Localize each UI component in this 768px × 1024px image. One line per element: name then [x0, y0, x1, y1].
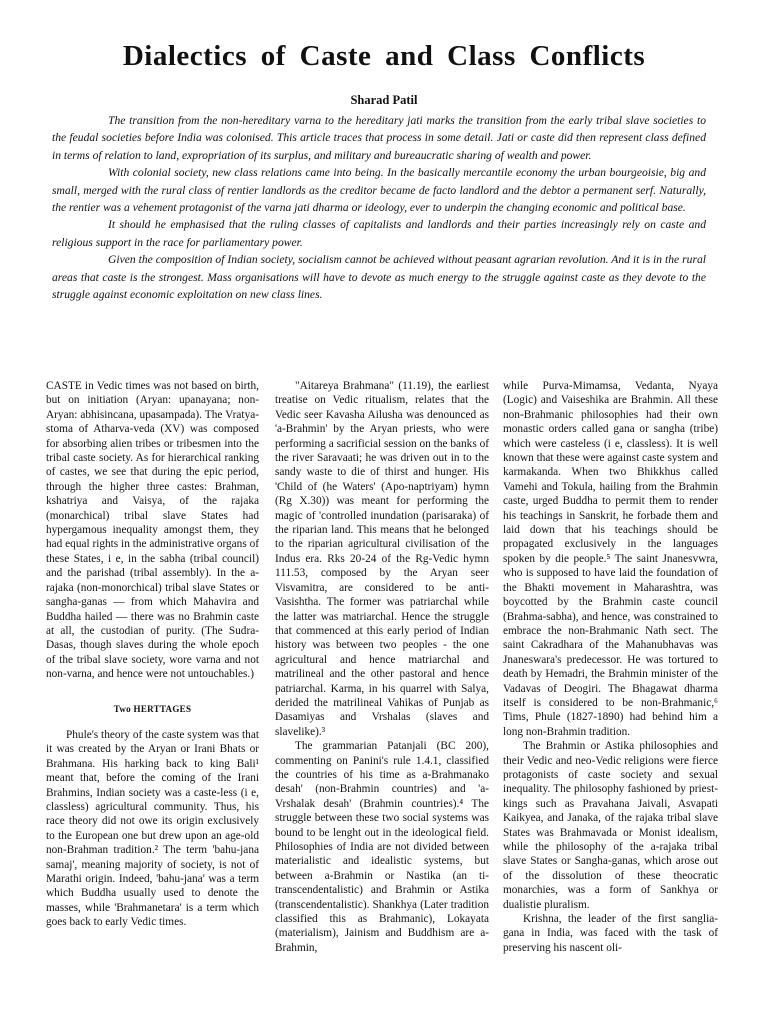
abstract-paragraph: Given the composition of Indian society, socialism cannot be achieved without peasant agrarian revolution. And it is in the rural areas that caste is the strongest. Mass organisations will have to devote as much energy to the struggle against caste as they devote to the struggle against economic exploitation on new class lines. — [52, 253, 706, 302]
body-paragraph: while Purva-Mimamsa, Vedanta, Nyaya (Logic) and Vaiseshika are Brahmin. All these non-Brahmanic philosophies had their own monastic orders called gana or sangha (tribe) which were casteless (i e, classless). It is well known that these were against caste system and karmakanda. When two Bhikkhus called Vamehi and Tokula, hailing from the Brahmin caste, urged Buddha to permit them to render his teachings in Sanskrit, he forbade them and laid down that his teachings should be propagated exclusively in the languages spoken by die people.⁵ The saint Jnanesvwra, who is supposed to have laid the foundation of the Bhakti movement in Maharashtra, was boycotted by the Brahmin caste council (Brahma-sabha), and hence, was constrained to embrace the non-Brahmanic Nath sect. The saint Cakradhara of the Mahanubhavas was Jnaneswara's predecessor. He was tortured to death by Hemadri, the Brahmin minister of the Vadavas of Deogiri. The Bhagawat dharma itself is considered to be non-Brahmanic,⁶ Tims, Phule (1827-1890) had behind him a long non-Brahmin tradition. — [503, 380, 718, 738]
body-column-3 — [503, 379, 718, 955]
body-paragraph: Krishna, the leader of the first sanglia-gana in India, was faced with the task of preserving his nascent oli- — [503, 913, 718, 954]
body-paragraph: Phule's theory of the caste system was that it was created by the Aryan or Irani Bhats or Brahmana. His harking back to king Bali¹ meant that, before the coming of the Irani Brahmins, Indian society was a caste-less (i e, classless) agricultural community. Thus, his race theory did not owe its origin exclusively to the European one but drew upon an age-old non-Brahman tradition.² The term 'bahu-jana samaj', meaning majority of society, is not of Marathi origin. Indeed, 'bahu-jana' was a term which Buddha usually used to denote the masses, while 'Brahmanetara' is a term which goes back to early Vedic times. — [46, 728, 259, 929]
abstract — [52, 112, 706, 303]
article-title: Dialectics of Caste and Class Conflicts — [122, 40, 646, 72]
body-paragraph: CASTE in Vedic times was not based on birth, but on initiation (Aryan: upanayana; non-Aryan: abhisincana, upasampada). The Vratya-stoma of Atharva-veda (XV) was composed for absorbing alien tribes or tribesmen into the tribal caste society. As for hierarchical ranking of castes, we see that during the epic period, through the higher three castes: Brahman, kshatriya and Vaisya, of the rajaka (monarchical) tribal slave States had hypergamous inequality amongst them, they had equal rights in the administrative organs of these States, i e, in the sabha (tribal council) and the parishad (tribal assembly). In the a-rajaka (non-monorchical) tribal slave States or sangha-ganas — from which Mahavira and Buddha hailed — there was no Brahmin caste at all, the custodian of purity. (The Sudra-Dasas, though slaves during the whole epoch of the tribal slave society, wore varna and not non-varna, and hence were not untouchables.) — [46, 380, 259, 681]
body-column-1 — [46, 379, 259, 930]
body-paragraph: The Brahmin or Astika philosophies and their Vedic and neo-Vedic religions were fierce protagonists of caste society and sexual inequality. The philosophy fashioned by priest-kings such as Pravahana Jaivali, Asvapati Kaikyea, and Janaka, of the rajaka tribal slave States was Brahmavada or Monist idealism, while the philosophy of the a-rajaka tribal slave States or Sangha-ganas, which arose out of the dissolution of these theocratic monarchies, was a form of Sankhya or dualistie pluralism. — [503, 740, 718, 911]
abstract-paragraph: The transition from the non-hereditary varna to the hereditary jati marks the transition from the early tribal slave societies to the feudal societies before India was colonised. This article traces that process in some detail. Jati or caste did then represent class defined in terms of relation to land, expropriation of its surplus, and military and bureaucratic sharing of wealth and power. — [52, 114, 706, 162]
body-paragraph: The grammarian Patanjali (BC 200), commenting on Panini's rule 1.4.1, classified the countries of his time as a-Brahmanako desah' (non-Brahmin countries) and 'a-Vrshalak desah' (Brahmin countries).⁴ The struggle between these two social systems was bound to be lenght out in the ideological field. Philosophies of India are not divided between materialistic and idealistic systems, but between a-Brahmin or Nastika (an ti-transcendentalistic) and Brahmin or Astika (transcendentalistic). Shankhya (Later tradition classified this as Brahmanic), Lokayata (materialism), Jainism and Buddhism are a-Brahmin, — [275, 740, 489, 954]
body-paragraph: "Aitareya Brahmana" (11.19), the earliest treatise on Vedic ritualism, relates that the Vedic seer Kavasha Ailusha was denounced as 'a-Brahmin' by the Aryan priests, who were performing a sacrificial session on the banks of the river Saravaati; he was driven out in to the sandy waste to die of thirst and hunger. His 'Child of (he Waters' (Apo-naptriyam) hymn (Rg X.30)) was meant for performing the magic of 'controlled inundation (parisaraka) of the riparian land. This means that he belonged to the riparian agricultural civilisation of the Indus era. Rks 20-24 of the Rg-Vedic hymn 111.53, composed by the Aryan seer Visvamitra, are considered to be anti-Vasishtha. The former was patriarchal while the latter was matriarchal. Hence the struggle that commenced at this early period of Indian history was between two peoples - the one agricultural and hence matriarchal and matrilineal and the other pastoral and hence patriarchal. Karma, in his quarrel with Salya, derided the matrilineal Vahikas of Punjab as Dasamiyas and Vrshalas (slaves and slavelike).³ — [275, 380, 489, 738]
abstract-paragraph: It should he emphasised that the ruling classes of capitalists and landlords and their parties increasingly rely on caste and religious support in the race for parliamentary power. — [52, 218, 706, 249]
body-column-2 — [275, 379, 489, 955]
abstract-paragraph: With colonial society, new class relations came into being. In the basically mercantile economy the urban bourgeoisie, big and small, merged with the rural class of rentier landlords as the creditor became de facto landlord and the debtor a permanent serf. Naturally, the rentier was a vehement protagonist of the varna jati dharma or ideology, ever to underpin the changing economic and political base. — [52, 166, 706, 215]
section-heading: Two HERTTAGES — [113, 703, 192, 714]
author-name: Sharad Patil — [350, 93, 418, 107]
